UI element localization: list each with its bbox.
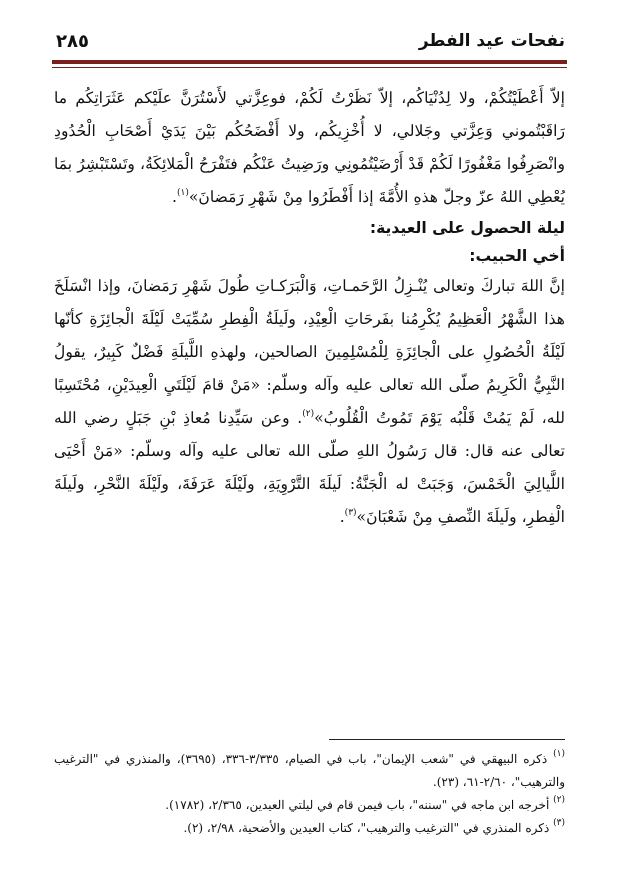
- footnote-3: [54, 817, 565, 840]
- running-header: [56, 26, 565, 56]
- paragraph-hadith: [54, 82, 565, 214]
- footnote-number: (٢): [553, 795, 565, 805]
- footnote-text: ذكره البيهقي في "شعب الإيمان"، باب في الصيام، ٣/٣٣٥-٣٣٦، (٣٦٩٥)، والمنذري في "الترغيب والترهيب"، ٢/٦٠-٦١، (٢٣).: [54, 752, 565, 789]
- paragraph-text: إلاّ أَعْطَيْتُكُمْ، ولا لِدُنْيَاكُم، إلاّ نَظَرْتُ لَكُمْ، فوعِزَّتي لأَسْتُرَنَّ علَيْكم عَثَرَاتِكُم ما رَاقَبْتُموني وَعِزَّتي وجَلالي، لا أُخْزِيكُم، ولا أَفْضَحُكُم بَيْنَ يَدَيْ أَصْحَابِ الْحُدُودِ وانْصَرِفُوا مَغْفُورًا لَكُمْ قَدْ أَرْضَيْتُمُونِي ورَضِيتُ عَنْكُم فتَفْرَحُ الْمَلائِكَةُ، وتَسْتَبْشِرُ بمَا يُعْطِي اللهُ عزّ وجلّ هذهِ الأُمَّةَ إذا أَفْطَرُوا مِنْ شَهْرِ رَمَضانَ»: [54, 89, 565, 206]
- address-heading: أخي الحبيب:: [469, 247, 565, 265]
- header-rule-thin: [52, 67, 567, 68]
- header-rule-thick: [52, 60, 567, 64]
- paragraph-text: إنَّ اللهَ تباركَ وتعالى يُنْـزِلُ الرَّحَمـاتِ، وَالْبَرَكـاتِ طُولَ شَهْرِ رَمَضانَ، وإذا انْسَلَخَ هذا الشَّهْرُ الْعَظِيمُ يُكْرِمُنا بفَرحَاتِ الْعِيْدِ، ولَيلَةُ الْفِطرِ سُمِّيَتْ لَيْلَةَ الْجائِزَةِ كأنّها لَيْلَةُ الْحُصُولِ على الْجائِزَةِ لِلْمُسْلِمِينَ الصالحين، ولهذهِ اللَّيلَةِ فَضْلٌ كَبِيرٌ، يقولُ النَّبِيُّ الْكَرِيمُ صلّى الله تعالى عليه وآله وسلّم: «مَنْ قامَ لَيْلَتَيِ الْعِيدَيْنِ، مُحْتَسِبًا لله، لَمْ يَمُتْ قَلْبُه يَوْمَ تَمُوتُ الْقُلُوبُ»: [54, 277, 565, 427]
- footnote-number: (٣): [553, 818, 565, 828]
- section-heading: ليلة الحصول على العيدية:: [369, 219, 565, 237]
- footnote-ref[interactable]: (٢): [302, 409, 315, 419]
- footnotes: [54, 748, 565, 840]
- page-number: ٢٨٥: [56, 30, 89, 52]
- footnote-separator: [329, 739, 565, 740]
- paragraph-text: . وعن سَيِّدِنا مُعاذِ بْنِ جَبَلٍ رضي الله تعالى عنه قال: قال رَسُولُ اللهِ صلّى الله تعالى عليه وآله وسلّم: «مَنْ أَحْيَى اللَّيالِيَ الْخَمْسَ، وَجَبَتْ له الْجَنَّةُ: لَيلَةَ التَّرْوِيَةِ، ولَيْلَةَ عَرَفَةَ، ولَيْلَةَ النَّحْرِ، ولَيلَةَ الْفِطرِ، ولَيلَةَ النِّصفِ مِنْ شَعْبَانَ»: [54, 409, 565, 526]
- footnote-number: (١): [553, 749, 565, 759]
- main-text: [54, 82, 565, 534]
- footnote-text: ذكره المنذري في "الترغيب والترهيب"، كتاب العيدين والأضحية، ٢/٩٨، (٢).: [183, 821, 550, 835]
- paragraph-end: .: [339, 508, 345, 526]
- footnote-text: أخرجه ابن ماجه في "سننه"، باب فيمن قام في ليلتي العيدين، ٢/٣٦٥، (١٧٨٢).: [165, 798, 550, 812]
- footnote-ref[interactable]: (٣): [344, 508, 357, 518]
- footnote-1: [54, 748, 565, 794]
- footnote-ref[interactable]: (١): [177, 188, 189, 198]
- running-title: نفحات عيد الفطر: [418, 31, 565, 51]
- paragraph-eid-night: [54, 270, 565, 534]
- footnote-2: [54, 794, 565, 817]
- paragraph-end: .: [172, 188, 177, 206]
